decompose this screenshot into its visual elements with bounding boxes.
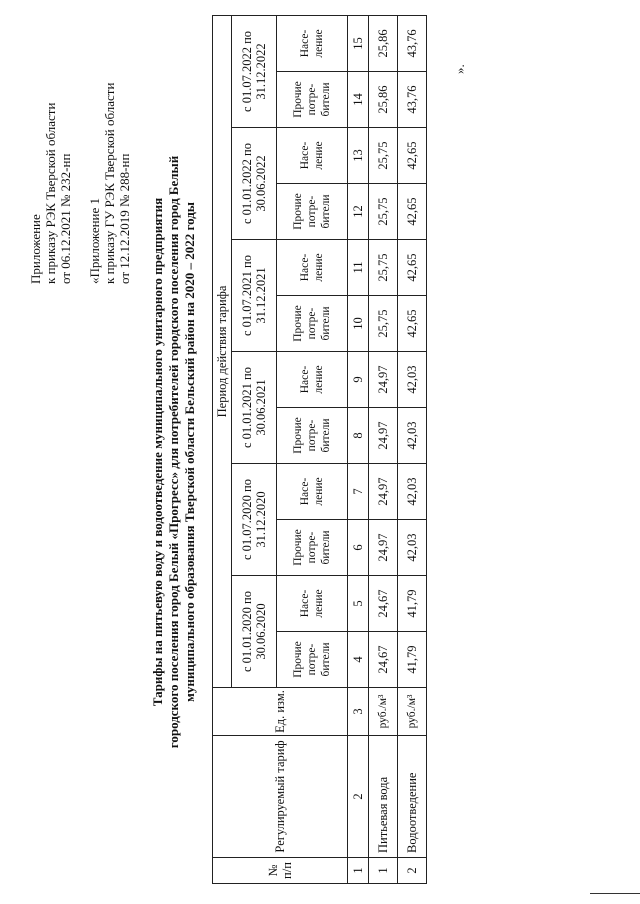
tariff-value: 24,97 <box>369 464 398 520</box>
tariff-value: 25,86 <box>369 72 398 128</box>
header-period: Период действия тарифа <box>213 15 232 687</box>
tariff-value: 25,75 <box>369 128 398 184</box>
consumer-population: Насе-ление <box>277 128 348 184</box>
tariff-value: 43,76 <box>398 15 427 71</box>
period-header: с 01.07.2020 по 31.12.2020 <box>232 464 277 576</box>
tariff-value: 41,79 <box>398 632 427 688</box>
header-num: № п/п <box>213 858 348 884</box>
closing-quote: ». <box>452 64 467 74</box>
table-row <box>369 15 398 883</box>
period-header: с 01.07.2022 по 31.12.2022 <box>232 15 277 127</box>
document-title <box>150 20 198 884</box>
tariff-value: 41,79 <box>398 576 427 632</box>
tariff-value: 25,75 <box>369 184 398 240</box>
consumer-population: Насе-ление <box>277 352 348 408</box>
consumer-other: Прочие потре-бители <box>277 72 348 128</box>
tariff-value: 24,97 <box>369 352 398 408</box>
header-line: к приказу РЭК Тверской области <box>43 102 58 284</box>
tariff-value: 42,03 <box>398 464 427 520</box>
header-tariff: Регулируемый тариф <box>213 736 348 858</box>
tariff-value: 25,75 <box>369 240 398 296</box>
tariff-value: 24,67 <box>369 576 398 632</box>
tariff-value: 42,03 <box>398 520 427 576</box>
row-tariff-name: Водоотведение <box>398 736 427 858</box>
col-number: 10 <box>348 296 369 352</box>
col-number: 5 <box>348 576 369 632</box>
col-number: 1 <box>348 858 369 884</box>
tariff-value: 42,65 <box>398 184 427 240</box>
tariff-value: 43,76 <box>398 72 427 128</box>
col-number: 13 <box>348 128 369 184</box>
header-line: Приложение <box>28 214 43 284</box>
header-line: от 06.12.2021 № 232-нп <box>58 153 73 284</box>
col-number: 11 <box>348 240 369 296</box>
col-number: 12 <box>348 184 369 240</box>
column-number-row <box>348 15 369 883</box>
col-number: 6 <box>348 520 369 576</box>
tariff-value: 42,65 <box>398 240 427 296</box>
col-number: 2 <box>348 736 369 858</box>
row-num: 2 <box>398 858 427 884</box>
tariff-value: 42,65 <box>398 128 427 184</box>
table-row <box>398 15 427 883</box>
title-line: Тарифы на питьевую воду и водоотведение муниципального унитарного предприятия <box>150 197 165 707</box>
col-number: 9 <box>348 352 369 408</box>
consumer-other: Прочие потре-бители <box>277 296 348 352</box>
appendix-header <box>28 14 132 284</box>
consumer-other: Прочие потре-бители <box>277 632 348 688</box>
tariff-table <box>212 15 427 884</box>
tariff-value: 24,97 <box>369 520 398 576</box>
title-line: муниципального образования Тверской области Бельский район на 2020 – 2022 годы <box>182 202 197 702</box>
row-tariff-name: Питьевая вода <box>369 736 398 858</box>
tariff-value: 25,75 <box>369 296 398 352</box>
consumer-other: Прочие потре-бители <box>277 408 348 464</box>
tariff-value: 42,65 <box>398 296 427 352</box>
header-unit: Ед. изм. <box>213 688 348 736</box>
period-header: с 01.01.2021 по 30.06.2021 <box>232 352 277 464</box>
consumer-population: Насе-ление <box>277 15 348 71</box>
row-unit: руб./м³ <box>369 688 398 736</box>
period-header: с 01.01.2020 по 30.06.2020 <box>232 576 277 688</box>
consumer-other: Прочие потре-бители <box>277 520 348 576</box>
col-number: 8 <box>348 408 369 464</box>
row-unit: руб./м³ <box>398 688 427 736</box>
consumer-population: Насе-ление <box>277 464 348 520</box>
col-number: 3 <box>348 688 369 736</box>
col-number: 14 <box>348 72 369 128</box>
consumer-population: Насе-ление <box>277 576 348 632</box>
tariff-value: 42,03 <box>398 352 427 408</box>
period-header: с 01.07.2021 по 31.12.2021 <box>232 240 277 352</box>
tariff-value: 42,03 <box>398 408 427 464</box>
tariff-value: 25,86 <box>369 15 398 71</box>
tariff-value: 24,67 <box>369 632 398 688</box>
title-line: городского поселения город Белый «Прогресс» для потребителей городского поселения город Белый <box>166 155 181 749</box>
header-line: «Приложение 1 <box>87 197 102 284</box>
period-header: с 01.01.2022 по 30.06.2022 <box>232 128 277 240</box>
col-number: 4 <box>348 632 369 688</box>
col-number: 15 <box>348 15 369 71</box>
tariff-value: 24,97 <box>369 408 398 464</box>
row-num: 1 <box>369 858 398 884</box>
header-line: к приказу ГУ РЭК Тверской области <box>102 82 117 284</box>
consumer-population: Насе-ление <box>277 240 348 296</box>
col-number: 7 <box>348 464 369 520</box>
consumer-other: Прочие потре-бители <box>277 184 348 240</box>
footnote-divider <box>590 893 640 894</box>
header-line: от 12.12.2019 № 288-нп <box>117 153 132 284</box>
